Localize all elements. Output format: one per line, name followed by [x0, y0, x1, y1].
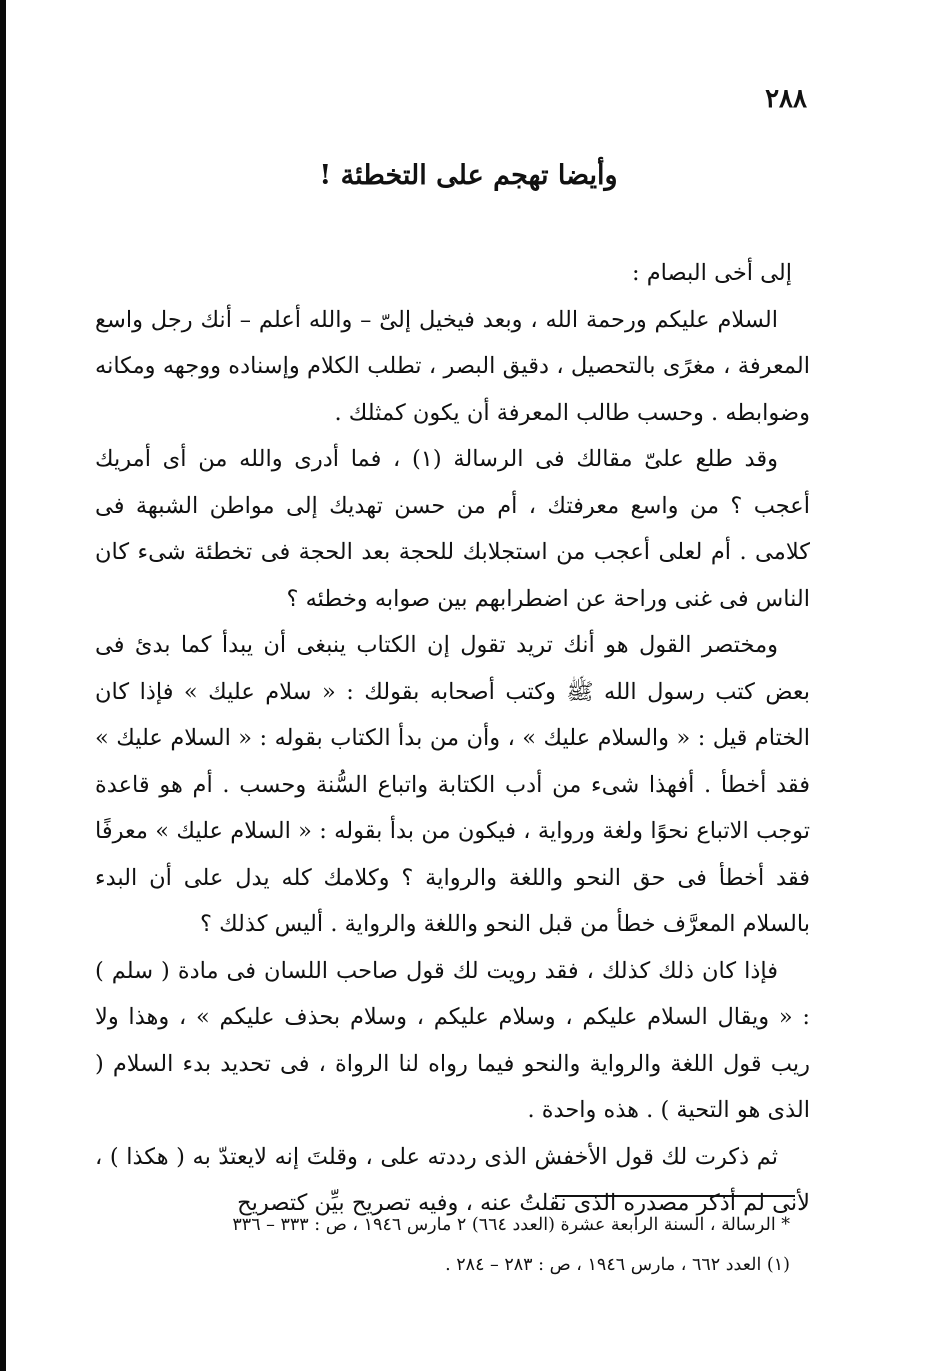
page-edge-border — [0, 0, 6, 1371]
paragraph-5: ثم ذكرت لك قول الأخفش الذى رددته على ، وقلتَ إنه لايعتدّ به ( هكذا ) ، لأنى لم أذكر مصدره الذى نقلتُ عنه ، وفيه تصريح بيِّن كتصريح — [95, 1143, 810, 1216]
paragraph-2: وقد طلع علىّ مقالك فى الرسالة (١) ، فما أدرى والله من أى أمريك أعجب ؟ من واسع معرفتك ، أم من حسن تهديك إلى مواطن الشبهة فى كلامى . أم لعلى أعجب من استجلابك للحجة بعد الحجة فى تخطئة شىء كان الناس فى غنى وراحة عن اضطرابهم بين صوابه وخطئه ؟ — [95, 446, 810, 612]
footnote-1: (١) العدد ٦٦٢ ، مارس ١٩٤٦ ، ص : ٢٨٣ – ٢٨٤ . — [445, 1255, 790, 1275]
salutation: إلى أخى البصام : — [631, 260, 792, 286]
footnotes — [95, 1205, 790, 1285]
paragraph-1: السلام عليكم ورحمة الله ، وبعد فيخيل إلىّ – والله أعلم – أنك رجل واسع المعرفة ، مغرًى بالتحصيل ، دقيق البصر ، تطلب الكلام وإسناده ووجهه ومكانه وضوابطه . وحسب طالب المعرفة أن يكون كمثلك . — [95, 306, 810, 426]
article-body — [95, 250, 810, 1227]
paragraph-3: ومختصر القول هو أنك تريد تقول إن الكتاب ينبغى أن يبدأ كما بدئ فى بعض كتب رسول الله ﷺ وكتب أصحابه بقولك : « سلام عليك » فإذا كان الختام قيل : « والسلام عليك » ، وأن من بدأ الكتاب بقوله : « السلام عليك » فقد أخطأ . أفهذا شىء من أدب الكتابة واتباع السُّنة وحسب . أم هو قاعدة توجب الاتباع نحوًا ولغة ورواية ، فيكون من بدأ بقوله : « السلام عليك » معرفًا فقد أخطأ فى حق النحو واللغة والرواية ؟ وكلامك كله يدل على أن البدء بالسلام المعرَّف خطأ من قبل النحو واللغة والرواية . أليس كذلك ؟ — [95, 632, 810, 937]
footnote-source: * الرسالة ، السنة الرابعة عشرة (العدد ٦٦٤) ٢ مارس ١٩٤٦ ، ص : ٣٣٣ – ٣٣٦ — [232, 1215, 790, 1235]
paragraph-4: فإذا كان ذلك كذلك ، فقد رويت لك قول صاحب اللسان فى مادة ( سلم ) : « ويقال السلام عليكم ، وسلام عليكم ، وسلام بحذف عليكم » ، وهذا ولا ريب قول اللغة والرواية والنحو فيما رواه لنا الرواة ، فى تحديد بدء السلام ( الذى هو التحية ) . هذه واحدة . — [95, 957, 810, 1123]
page-number: ٢٨٨ — [765, 84, 807, 114]
footnote-divider — [555, 1195, 795, 1197]
article-title: وأيضا تهجم على التخطئة ! — [319, 160, 618, 191]
